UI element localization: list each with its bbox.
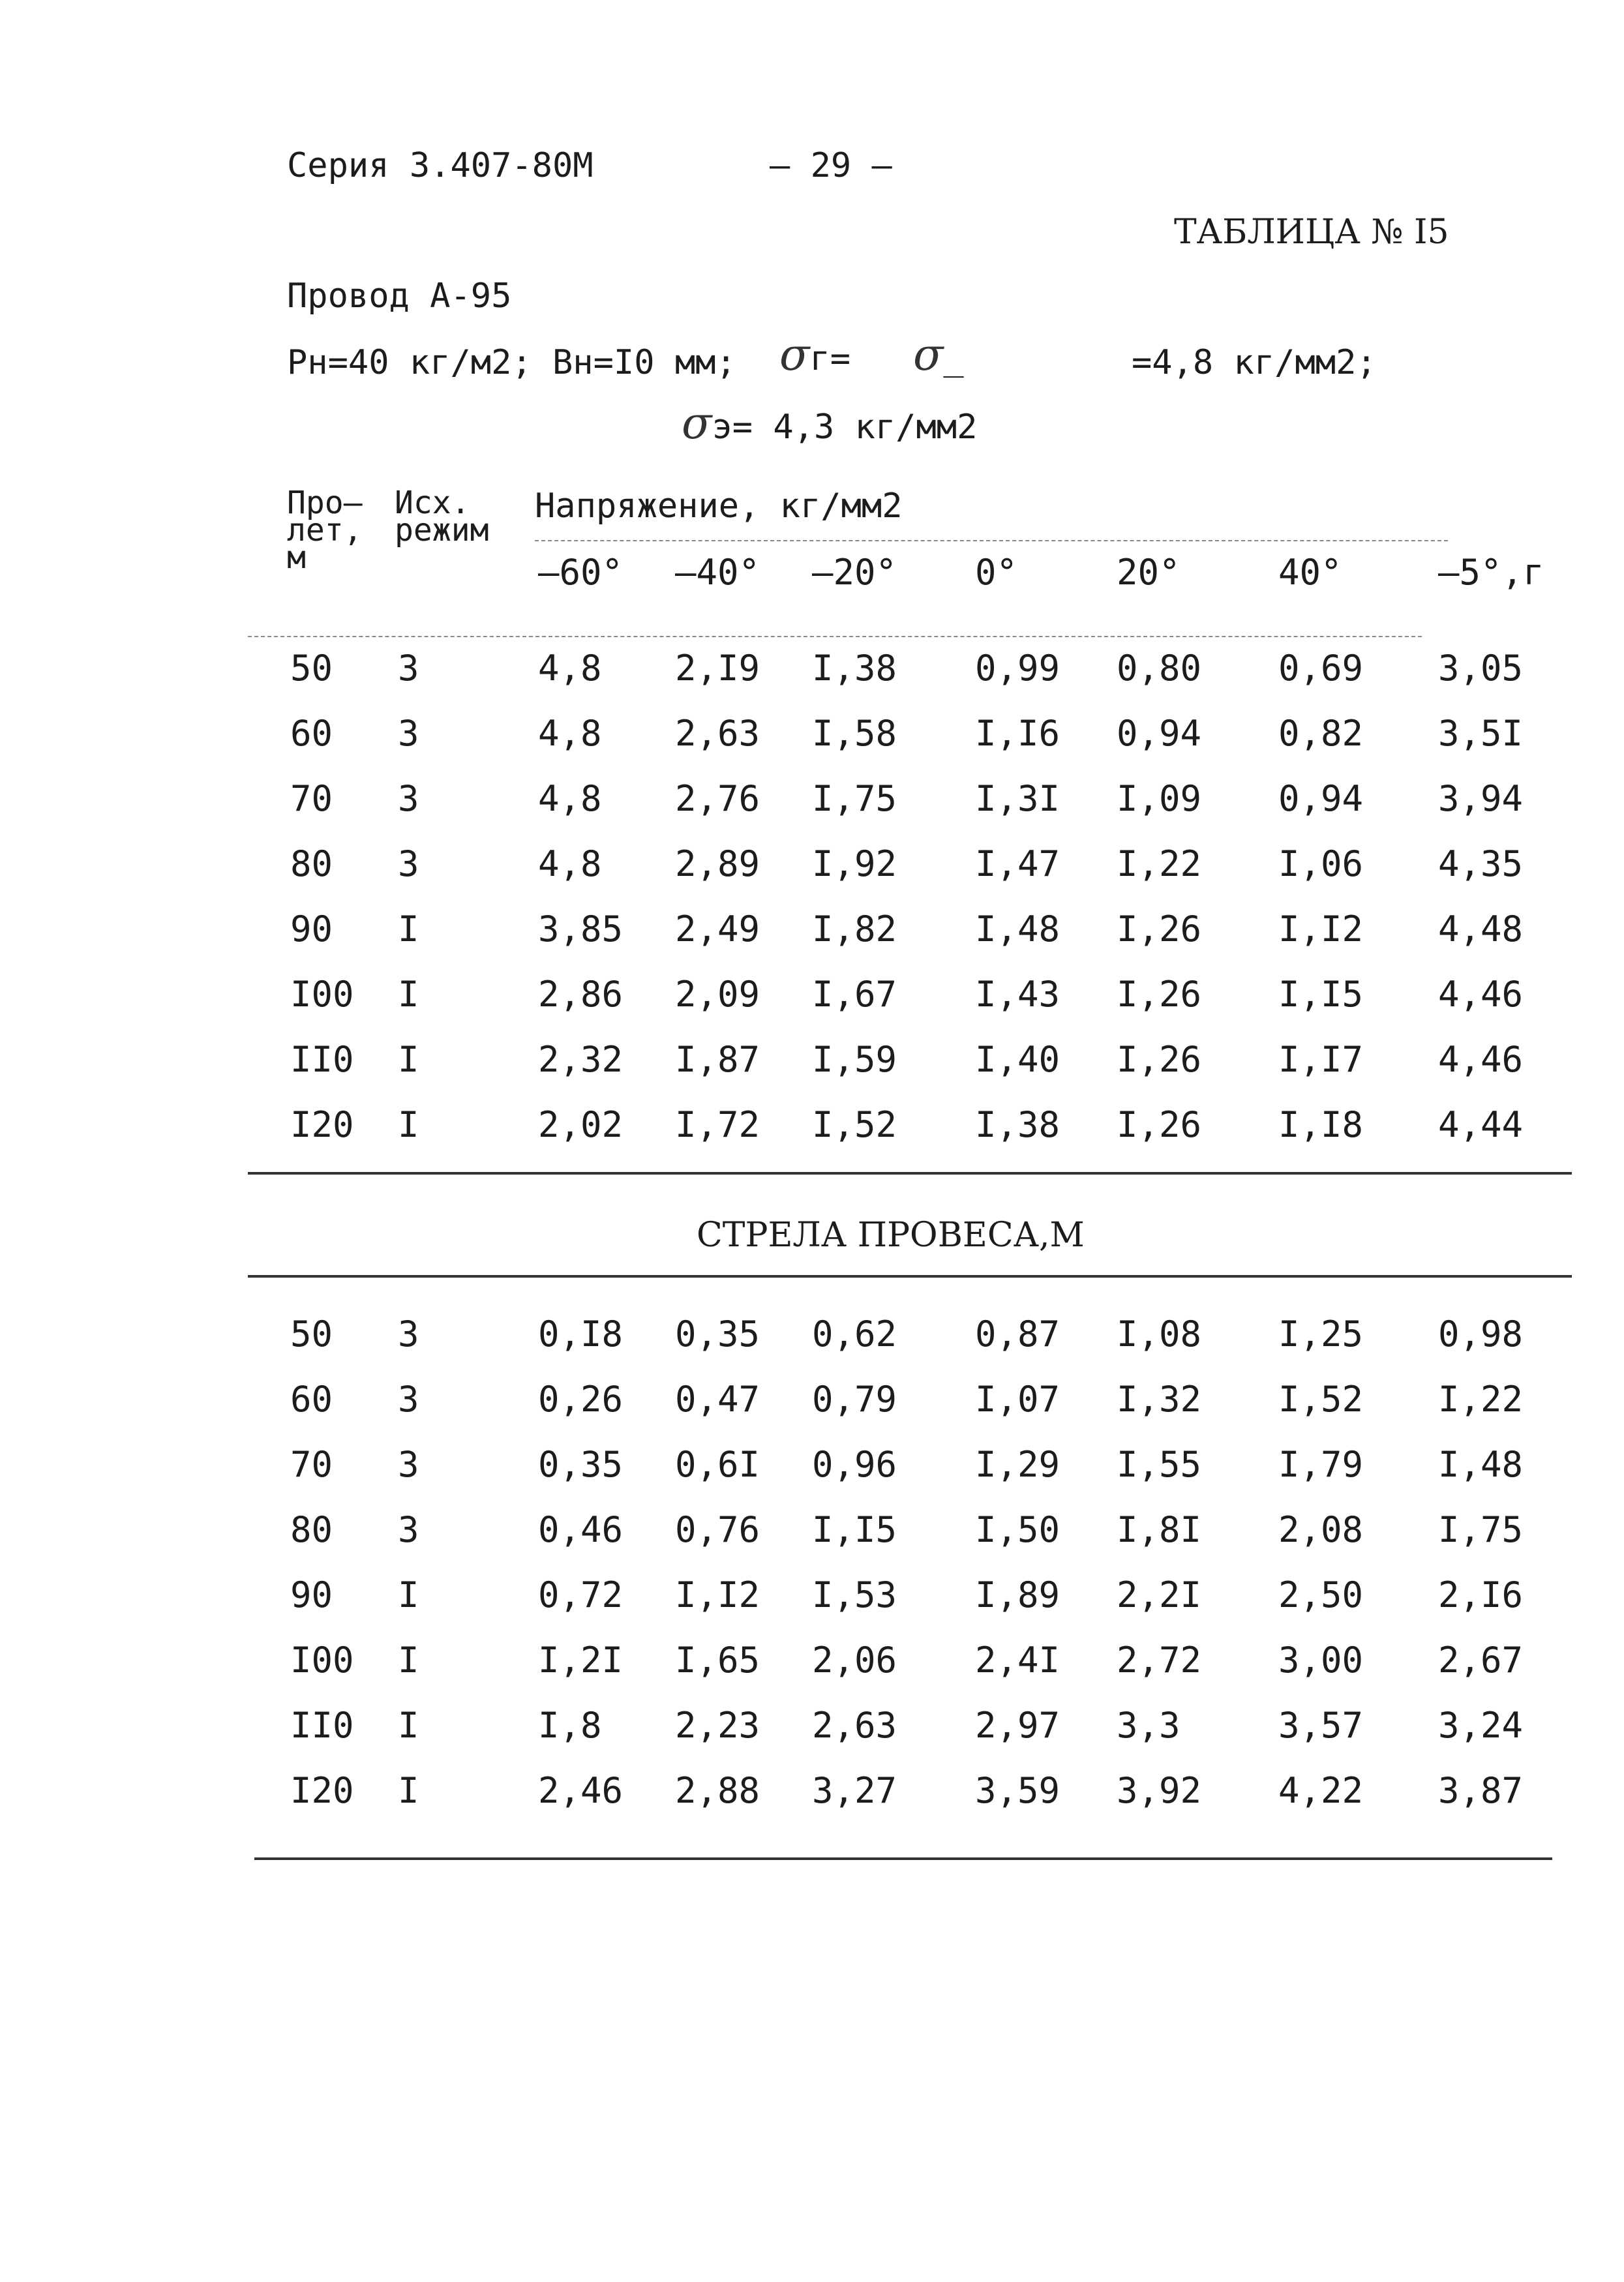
value-cell: 4,8 (538, 843, 602, 884)
value-cell: I,75 (1438, 1509, 1524, 1550)
value-cell: I,43 (975, 974, 1060, 1015)
span-cell: 90 (290, 908, 333, 950)
value-cell: 0,96 (812, 1444, 897, 1485)
value-cell: 3,5I (1438, 713, 1524, 754)
value-cell: I,47 (975, 843, 1060, 884)
value-cell: 0,6I (675, 1444, 760, 1485)
temp-header: 0° (975, 552, 1018, 593)
value-cell: 0,82 (1278, 713, 1364, 754)
value-cell: 2,63 (675, 713, 760, 754)
value-cell: 0,62 (812, 1314, 897, 1355)
params-line-1-right: =4,8 кг/мм2; (1132, 343, 1377, 382)
value-cell: 0,47 (675, 1379, 760, 1420)
value-cell: 0,80 (1117, 648, 1202, 689)
value-cell: 0,26 (538, 1379, 624, 1420)
value-cell: I,72 (675, 1104, 760, 1145)
sigma-minus-label: σ_ (913, 329, 964, 381)
sigma-symbol: σ (913, 329, 944, 381)
sigma-e-label: σэ= 4,3 кг/мм2 (682, 398, 978, 449)
temp-header: –40° (675, 552, 760, 593)
span-cell: I20 (290, 1770, 354, 1811)
stress-table-row (0, 975, 1624, 1014)
value-cell: I,08 (1117, 1314, 1202, 1355)
stress-table-row (0, 649, 1624, 688)
span-cell: 60 (290, 1379, 333, 1420)
temperature-header-row (0, 553, 1624, 592)
sag-table-row (0, 1706, 1624, 1745)
mode-cell: I (398, 1039, 419, 1080)
value-cell: 0,72 (538, 1574, 624, 1615)
value-cell: I,07 (975, 1379, 1060, 1420)
value-cell: I,25 (1278, 1314, 1364, 1355)
mode-cell: 3 (398, 1314, 419, 1355)
value-cell: I,89 (975, 1574, 1060, 1615)
value-cell: 3,59 (975, 1770, 1060, 1811)
value-cell: 0,98 (1438, 1314, 1524, 1355)
value-cell: 3,3 (1117, 1705, 1180, 1746)
value-cell: I,65 (675, 1640, 760, 1681)
value-cell: 2,50 (1278, 1574, 1364, 1615)
value-cell: I,I2 (1278, 908, 1364, 950)
col-span-header: Про– лет, м (287, 485, 363, 576)
stress-table-row (0, 714, 1624, 753)
header-subline (535, 540, 1448, 541)
value-cell: I,75 (812, 778, 897, 819)
mode-cell: I (398, 1640, 419, 1681)
temp-header: 20° (1117, 552, 1180, 593)
value-cell: 0,87 (975, 1314, 1060, 1355)
span-cell: II0 (290, 1705, 354, 1746)
span-cell: 70 (290, 778, 333, 819)
value-cell: 0,94 (1117, 713, 1202, 754)
sag-table-row (0, 1445, 1624, 1484)
value-cell: 4,8 (538, 648, 602, 689)
value-cell: I,55 (1117, 1444, 1202, 1485)
value-cell: I,87 (675, 1039, 760, 1080)
params-line-1-left: Рн=40 кг/м2; Вн=I0 мм; (287, 343, 736, 382)
value-cell: I,52 (812, 1104, 897, 1145)
value-cell: I,52 (1278, 1379, 1364, 1420)
value-cell: 2,88 (675, 1770, 760, 1811)
span-cell: I00 (290, 1640, 354, 1681)
value-cell: 3,00 (1278, 1640, 1364, 1681)
span-cell: 70 (290, 1444, 333, 1485)
value-cell: 4,46 (1438, 1039, 1524, 1080)
value-cell: I,09 (1117, 778, 1202, 819)
mode-cell: I (398, 1770, 419, 1811)
value-cell: 0,76 (675, 1509, 760, 1550)
value-cell: I,26 (1117, 908, 1202, 950)
value-cell: I,38 (975, 1104, 1060, 1145)
value-cell: 0,94 (1278, 778, 1364, 819)
stress-table-row (0, 910, 1624, 949)
value-cell: I,82 (812, 908, 897, 950)
mode-cell: 3 (398, 843, 419, 884)
mode-cell: I (398, 908, 419, 950)
section-divider (248, 1172, 1572, 1175)
sag-title: СТРЕЛА ПРОВЕСА,М (697, 1216, 1085, 1255)
series-label: Серия 3.407-80М (287, 146, 594, 185)
mode-cell: I (398, 974, 419, 1015)
stress-table-row (0, 1105, 1624, 1145)
value-cell: 4,22 (1278, 1770, 1364, 1811)
value-cell: I,8I (1117, 1509, 1202, 1550)
value-cell: I,I6 (975, 713, 1060, 754)
value-cell: 0,69 (1278, 648, 1364, 689)
value-cell: I,38 (812, 648, 897, 689)
value-cell: 0,I8 (538, 1314, 624, 1355)
sag-table-row (0, 1510, 1624, 1550)
span-cell: II0 (290, 1039, 354, 1080)
sag-table-row (0, 1771, 1624, 1810)
value-cell: 3,85 (538, 908, 624, 950)
value-cell: 3,24 (1438, 1705, 1524, 1746)
temp-header: 40° (1278, 552, 1342, 593)
value-cell: I,I5 (812, 1509, 897, 1550)
value-cell: I,50 (975, 1509, 1060, 1550)
span-cell: 60 (290, 713, 333, 754)
value-cell: 4,48 (1438, 908, 1524, 950)
value-cell: 2,86 (538, 974, 624, 1015)
sag-table-row (0, 1315, 1624, 1354)
value-cell: 2,I9 (675, 648, 760, 689)
value-cell: I,26 (1117, 1039, 1202, 1080)
value-cell: I,26 (1117, 1104, 1202, 1145)
mode-cell: 3 (398, 713, 419, 754)
temp-header: –20° (812, 552, 897, 593)
span-cell: 50 (290, 1314, 333, 1355)
value-cell: I,67 (812, 974, 897, 1015)
mode-cell: 3 (398, 1444, 419, 1485)
value-cell: 2,46 (538, 1770, 624, 1811)
value-cell: 4,8 (538, 713, 602, 754)
span-cell: I20 (290, 1104, 354, 1145)
value-cell: 2,09 (675, 974, 760, 1015)
value-cell: 4,35 (1438, 843, 1524, 884)
value-cell: I,58 (812, 713, 897, 754)
mode-cell: I (398, 1705, 419, 1746)
value-cell: 2,49 (675, 908, 760, 950)
value-cell: I,26 (1117, 974, 1202, 1015)
stress-table-row (0, 779, 1624, 818)
mode-cell: 3 (398, 1509, 419, 1550)
value-cell: 0,79 (812, 1379, 897, 1420)
span-cell: 80 (290, 843, 333, 884)
mode-cell: I (398, 1574, 419, 1615)
value-cell: I,06 (1278, 843, 1364, 884)
value-cell: 3,94 (1438, 778, 1524, 819)
value-cell: 0,99 (975, 648, 1060, 689)
value-cell: I,I2 (675, 1574, 760, 1615)
span-cell: I00 (290, 974, 354, 1015)
value-cell: I,32 (1117, 1379, 1202, 1420)
value-cell: I,92 (812, 843, 897, 884)
sigma-symbol: σ (779, 329, 810, 381)
stress-table-row (0, 845, 1624, 884)
value-cell: 2,4I (975, 1640, 1060, 1681)
value-cell: 2,97 (975, 1705, 1060, 1746)
value-cell: I,22 (1438, 1379, 1524, 1420)
sag-table-row (0, 1380, 1624, 1419)
mode-cell: I (398, 1104, 419, 1145)
value-cell: 4,8 (538, 778, 602, 819)
value-cell: I,40 (975, 1039, 1060, 1080)
value-cell: 2,89 (675, 843, 760, 884)
value-cell: I,48 (975, 908, 1060, 950)
value-cell: I,I8 (1278, 1104, 1364, 1145)
mode-cell: 3 (398, 778, 419, 819)
page-number: – 29 – (770, 146, 892, 185)
value-cell: I,I5 (1278, 974, 1364, 1015)
value-cell: 3,05 (1438, 648, 1524, 689)
value-cell: 2,06 (812, 1640, 897, 1681)
col-mode-header: Исх. режим (395, 485, 489, 548)
mode-cell: 3 (398, 648, 419, 689)
mode-cell: 3 (398, 1379, 419, 1420)
value-cell: I,59 (812, 1039, 897, 1080)
sigma-g-label: σг= (779, 329, 851, 381)
value-cell: 3,27 (812, 1770, 897, 1811)
value-cell: 3,57 (1278, 1705, 1364, 1746)
temp-header: –5°,г (1438, 552, 1544, 593)
value-cell: I,79 (1278, 1444, 1364, 1485)
value-cell: I,29 (975, 1444, 1060, 1485)
value-cell: I,2I (538, 1640, 624, 1681)
stress-title: Напряжение, кг/мм2 (535, 487, 903, 526)
temp-header: –60° (538, 552, 624, 593)
value-cell: 2,67 (1438, 1640, 1524, 1681)
value-cell: 2,76 (675, 778, 760, 819)
sag-title-divider (248, 1275, 1572, 1278)
value-cell: 0,46 (538, 1509, 624, 1550)
span-cell: 80 (290, 1509, 333, 1550)
value-cell: I,I7 (1278, 1039, 1364, 1080)
value-cell: 0,35 (675, 1314, 760, 1355)
value-cell: 3,87 (1438, 1770, 1524, 1811)
value-cell: 4,46 (1438, 974, 1524, 1015)
value-cell: 2,2I (1117, 1574, 1202, 1615)
span-cell: 90 (290, 1574, 333, 1615)
table-title: ТАБЛИЦА № I5 (1174, 213, 1449, 252)
value-cell: 3,92 (1117, 1770, 1202, 1811)
value-cell: 2,32 (538, 1039, 624, 1080)
value-cell: 2,08 (1278, 1509, 1364, 1550)
value-cell: 0,35 (538, 1444, 624, 1485)
value-cell: 4,44 (1438, 1104, 1524, 1145)
stress-table-row (0, 1040, 1624, 1079)
value-cell: I,48 (1438, 1444, 1524, 1485)
sag-table-row (0, 1576, 1624, 1615)
value-cell: 2,63 (812, 1705, 897, 1746)
value-cell: I,8 (538, 1705, 602, 1746)
value-cell: I,22 (1117, 843, 1202, 884)
value-cell: 2,I6 (1438, 1574, 1524, 1615)
header-divider (248, 636, 1422, 637)
sigma-symbol: σ (682, 398, 712, 449)
wire-type: Провод А-95 (287, 277, 512, 316)
value-cell: I,53 (812, 1574, 897, 1615)
table-bottom-rule (254, 1857, 1552, 1860)
value-cell: 2,02 (538, 1104, 624, 1145)
value-cell: 2,72 (1117, 1640, 1202, 1681)
value-cell: 2,23 (675, 1705, 760, 1746)
value-cell: I,3I (975, 778, 1060, 819)
sag-table-row (0, 1641, 1624, 1680)
span-cell: 50 (290, 648, 333, 689)
